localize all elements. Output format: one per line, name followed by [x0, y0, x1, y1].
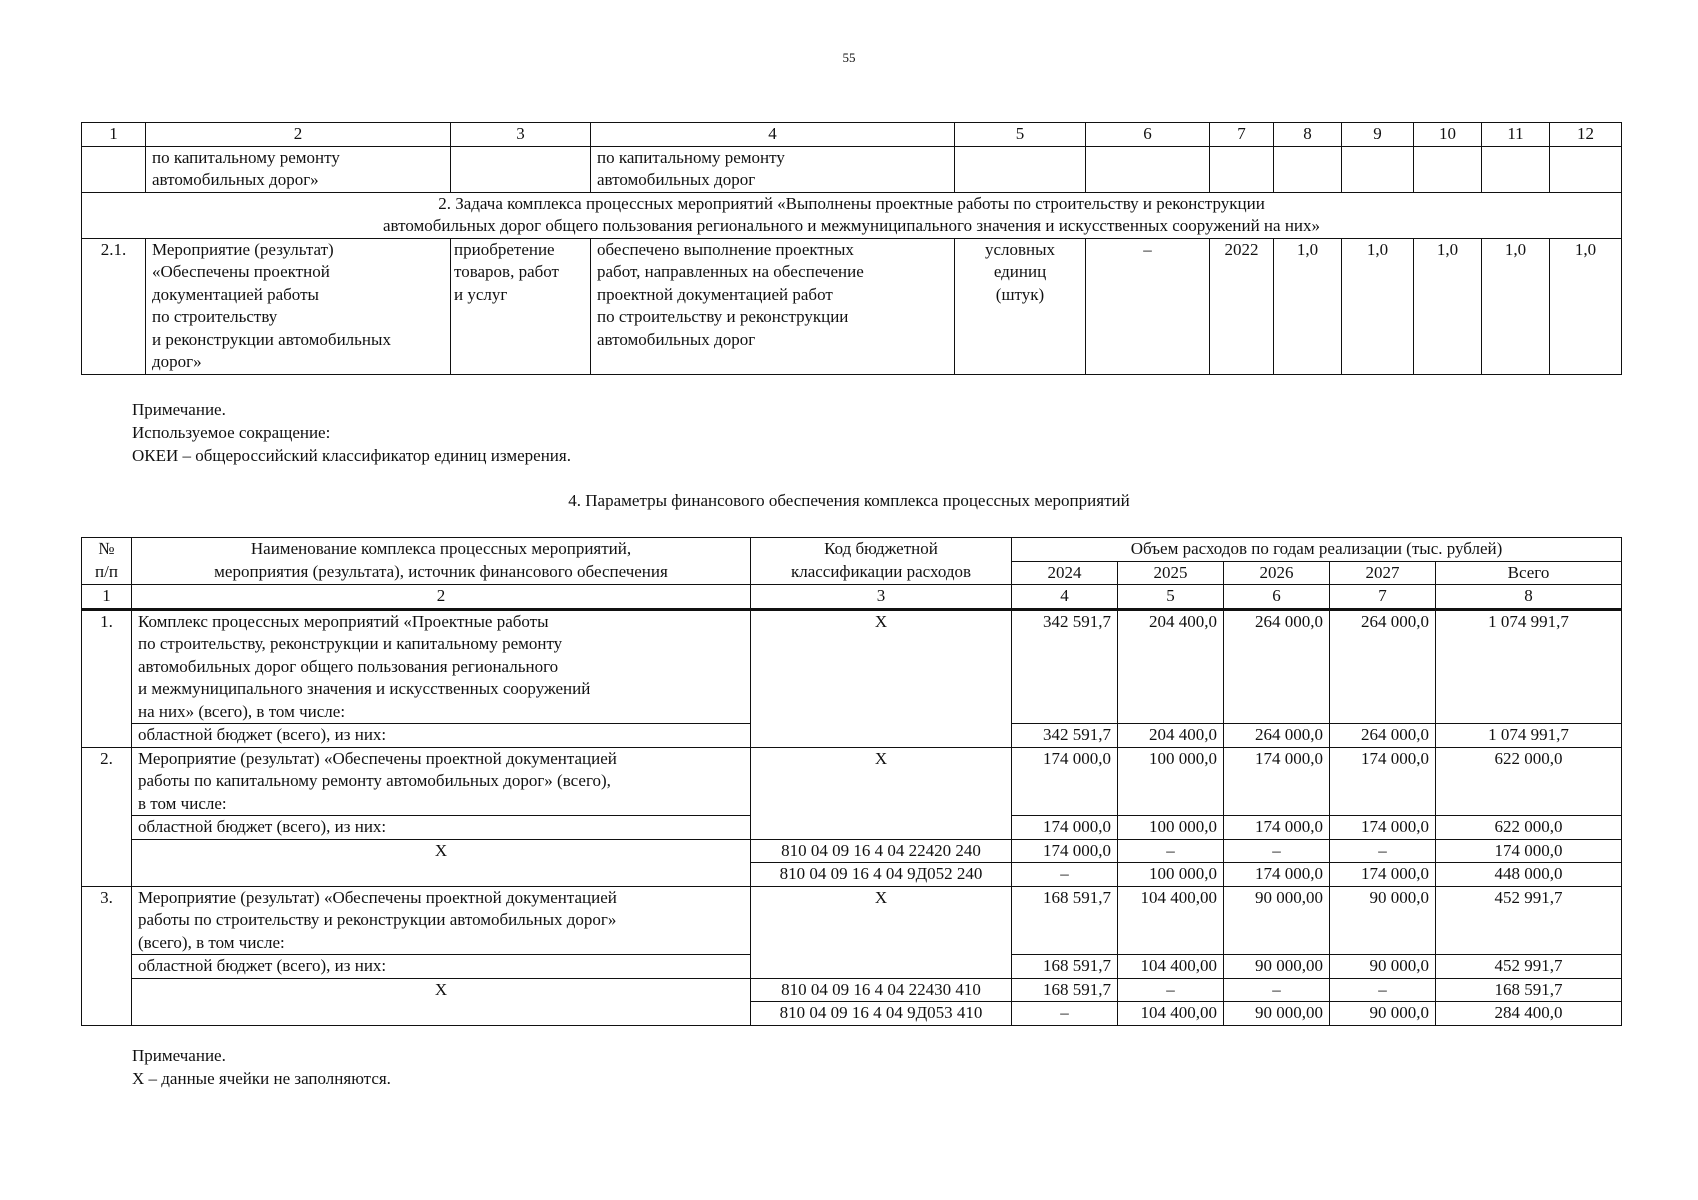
- amount-cell: 204 400,0: [1118, 609, 1224, 724]
- task-title: 2. Задача комплекса процессных мероприятий «Выполнены проектные работы по строительству и реконструкции автомобильных дорог общего пользования регионального и межмуниципального значения и искусственных сооружений на них»: [82, 192, 1622, 238]
- total-cell: 1 074 991,7: [1436, 609, 1622, 724]
- budget-code: 810 04 09 16 4 04 9Д053 410: [751, 1002, 1012, 1026]
- task-row: [82, 192, 1622, 238]
- amount-cell: 174 000,0: [1330, 816, 1436, 840]
- cont-desc-cell: по капитальному ремонту автомобильных дорог: [591, 146, 955, 192]
- table-row: [82, 839, 1622, 863]
- amount-cell: 264 000,0: [1224, 724, 1330, 748]
- amount-cell: 104 400,00: [1118, 886, 1224, 955]
- measure-type: приобретение товаров, работ и услуг: [451, 238, 591, 374]
- table-index-row: [82, 585, 1622, 610]
- x-cell: Х: [132, 839, 751, 886]
- col-index: 3: [451, 123, 591, 147]
- total-cell: 284 400,0: [1436, 1002, 1622, 1026]
- table-row: [82, 146, 1622, 192]
- amount-cell: –: [1118, 839, 1224, 863]
- amount-cell: 264 000,0: [1224, 609, 1330, 724]
- amount-cell: 264 000,0: [1330, 609, 1436, 724]
- total-cell: 452 991,7: [1436, 886, 1622, 955]
- col-index: 10: [1414, 123, 1482, 147]
- budget-code: 810 04 09 16 4 04 22430 410: [751, 978, 1012, 1002]
- header-name: Наименование комплекса процессных мероприятий, мероприятия (результата), источник финансового обеспечения: [132, 538, 751, 585]
- measure-unit: условных единиц (штук): [955, 238, 1086, 374]
- col-index: 6: [1086, 123, 1210, 147]
- source-name: областной бюджет (всего), из них:: [132, 955, 751, 979]
- amount-cell: 204 400,0: [1118, 724, 1224, 748]
- source-name: областной бюджет (всего), из них:: [132, 816, 751, 840]
- col-index: 2: [132, 585, 751, 610]
- row-number: 2.1.: [82, 238, 146, 374]
- col-index: 3: [751, 585, 1012, 610]
- col-index: 7: [1210, 123, 1274, 147]
- amount-cell: –: [1224, 978, 1330, 1002]
- total-cell: 448 000,0: [1436, 863, 1622, 887]
- col-index: 5: [955, 123, 1086, 147]
- row-number: 3.: [82, 886, 132, 1025]
- cont-name-cell: по капитальному ремонту автомобильных дорог»: [146, 146, 451, 192]
- col-index: 6: [1224, 585, 1330, 610]
- amount-cell: –: [1224, 839, 1330, 863]
- amount-cell: 100 000,0: [1118, 863, 1224, 887]
- amount-cell: 174 000,0: [1012, 816, 1118, 840]
- amount-cell: –: [1012, 863, 1118, 887]
- note-line: ОКЕИ – общероссийский классификатор единиц измерения.: [132, 446, 571, 465]
- col-index: 4: [591, 123, 955, 147]
- budget-code: Х: [751, 609, 1012, 747]
- table-row: [82, 886, 1622, 955]
- header-num: № п/п: [82, 538, 132, 585]
- total-cell: 452 991,7: [1436, 955, 1622, 979]
- value-cell: 1,0: [1342, 238, 1414, 374]
- note-block: [132, 1044, 391, 1090]
- table-row: [82, 747, 1622, 816]
- amount-cell: 174 000,0: [1224, 747, 1330, 816]
- amount-cell: 168 591,7: [1012, 978, 1118, 1002]
- total-cell: 174 000,0: [1436, 839, 1622, 863]
- col-index: 1: [82, 123, 146, 147]
- amount-cell: 90 000,00: [1224, 886, 1330, 955]
- amount-cell: 100 000,0: [1118, 747, 1224, 816]
- x-cell: Х: [132, 978, 751, 1025]
- col-index: 7: [1330, 585, 1436, 610]
- col-index: 2: [146, 123, 451, 147]
- col-index: 8: [1274, 123, 1342, 147]
- amount-cell: 90 000,0: [1330, 955, 1436, 979]
- amount-cell: 100 000,0: [1118, 816, 1224, 840]
- header-year: 2024: [1012, 561, 1118, 585]
- amount-cell: 342 591,7: [1012, 724, 1118, 748]
- budget-code: Х: [751, 747, 1012, 839]
- col-index: 1: [82, 585, 132, 610]
- total-cell: 1 074 991,7: [1436, 724, 1622, 748]
- measure-description: обеспечено выполнение проектных работ, направленных на обеспечение проектной документацией работ по строительству и реконструкции автомобильных дорог: [591, 238, 955, 374]
- total-cell: 622 000,0: [1436, 747, 1622, 816]
- note-block: [132, 398, 571, 467]
- amount-cell: 90 000,00: [1224, 1002, 1330, 1026]
- table-row: [82, 978, 1622, 1002]
- header-year: 2025: [1118, 561, 1224, 585]
- amount-cell: 90 000,0: [1330, 886, 1436, 955]
- budget-code: Х: [751, 886, 1012, 978]
- amount-cell: 174 000,0: [1012, 747, 1118, 816]
- source-name: областной бюджет (всего), из них:: [132, 724, 751, 748]
- amount-cell: 174 000,0: [1012, 839, 1118, 863]
- table-header-row: [82, 123, 1622, 147]
- col-index: 12: [1550, 123, 1622, 147]
- amount-cell: 174 000,0: [1330, 747, 1436, 816]
- amount-cell: 342 591,7: [1012, 609, 1118, 724]
- value-cell: 1,0: [1414, 238, 1482, 374]
- header-year: 2027: [1330, 561, 1436, 585]
- amount-cell: 174 000,0: [1330, 863, 1436, 887]
- budget-code: 810 04 09 16 4 04 9Д052 240: [751, 863, 1012, 887]
- amount-cell: 168 591,7: [1012, 955, 1118, 979]
- total-cell: 622 000,0: [1436, 816, 1622, 840]
- okei-cell: –: [1086, 238, 1210, 374]
- financing-table: [81, 537, 1622, 1026]
- header-code: Код бюджетной классификации расходов: [751, 538, 1012, 585]
- amount-cell: –: [1330, 978, 1436, 1002]
- page-number: 55: [842, 50, 856, 65]
- table-header-row: [82, 538, 1622, 562]
- amount-cell: 104 400,00: [1118, 1002, 1224, 1026]
- amount-cell: 168 591,7: [1012, 886, 1118, 955]
- row-name: Комплекс процессных мероприятий «Проектные работы по строительству, реконструкции и капитальному ремонту автомобильных дорог общего пользования регионального и межмуниципального значения и искусственных сооружений на них» (всего), в том числе:: [132, 609, 751, 724]
- amount-cell: 174 000,0: [1224, 863, 1330, 887]
- total-cell: 168 591,7: [1436, 978, 1622, 1002]
- section-title: 4. Параметры финансового обеспечения комплекса процессных мероприятий: [568, 491, 1130, 510]
- row-number: 2.: [82, 747, 132, 886]
- header-volume: Объем расходов по годам реализации (тыс. рублей): [1012, 538, 1622, 562]
- indicators-table: [81, 122, 1622, 375]
- row-name: Мероприятие (результат) «Обеспечены проектной документацией работы по капитальному ремонту автомобильных дорог» (всего), в том числе:: [132, 747, 751, 816]
- amount-cell: –: [1012, 1002, 1118, 1026]
- col-index: 8: [1436, 585, 1622, 610]
- value-cell: 1,0: [1482, 238, 1550, 374]
- amount-cell: 264 000,0: [1330, 724, 1436, 748]
- note-heading: Примечание.: [132, 400, 226, 419]
- amount-cell: 90 000,0: [1330, 1002, 1436, 1026]
- amount-cell: 174 000,0: [1224, 816, 1330, 840]
- amount-cell: –: [1118, 978, 1224, 1002]
- note-line: Используемое сокращение:: [132, 423, 331, 442]
- amount-cell: 90 000,00: [1224, 955, 1330, 979]
- col-index: 9: [1342, 123, 1414, 147]
- note-line: Х – данные ячейки не заполняются.: [132, 1069, 391, 1088]
- amount-cell: –: [1330, 839, 1436, 863]
- note-heading: Примечание.: [132, 1046, 226, 1065]
- table-row: [82, 238, 1622, 374]
- base-year: 2022: [1210, 238, 1274, 374]
- value-cell: 1,0: [1274, 238, 1342, 374]
- header-year: 2026: [1224, 561, 1330, 585]
- measure-name: Мероприятие (результат) «Обеспечены проектной документацией работы по строительству и реконструкции автомобильных дорог»: [146, 238, 451, 374]
- row-number: 1.: [82, 609, 132, 747]
- header-total: Всего: [1436, 561, 1622, 585]
- table-row: [82, 609, 1622, 724]
- value-cell: 1,0: [1550, 238, 1622, 374]
- budget-code: 810 04 09 16 4 04 22420 240: [751, 839, 1012, 863]
- col-index: 4: [1012, 585, 1118, 610]
- amount-cell: 104 400,00: [1118, 955, 1224, 979]
- row-name: Мероприятие (результат) «Обеспечены проектной документацией работы по строительству и реконструкции автомобильных дорог» (всего), в том числе:: [132, 886, 751, 955]
- col-index: 11: [1482, 123, 1550, 147]
- col-index: 5: [1118, 585, 1224, 610]
